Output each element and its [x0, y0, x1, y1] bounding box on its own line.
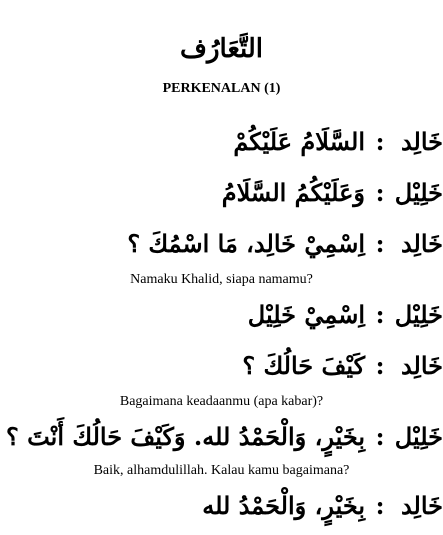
speaker-separator: : [375, 300, 385, 329]
speaker-name: خَلِيْل [394, 300, 443, 329]
speaker-name: خَالِد [400, 491, 443, 520]
speaker-separator: : [375, 351, 385, 380]
page-title-arabic: التَّعَارُف [180, 34, 263, 64]
dialogue-line [127, 226, 443, 262]
dialogue-utterance: بِخَيْرٍ، وَالْحَمْدُ لله. وَكَيْفَ حَالُكَ أَنْتَ ؟ [6, 422, 365, 451]
dialogue-line [202, 488, 443, 524]
speaker-separator: : [375, 422, 385, 451]
dialogue-utterance: اِسْمِيْ خَلِيْل [247, 300, 365, 329]
translation-text: Namaku Khalid, siapa namamu? [130, 272, 313, 287]
speaker-name: خَالِد [400, 351, 443, 380]
dialogue-utterance: السَّلَامُ عَلَيْكُمْ [233, 127, 365, 156]
page-subtitle-indonesian: PERKENALAN (1) [162, 81, 281, 96]
dialogue-line [248, 297, 443, 333]
speaker-separator: : [375, 229, 385, 258]
translation-text: Baik, alhamdulillah. Kalau kamu bagaimana? [93, 463, 350, 478]
dialogue-utterance: بِخَيْرٍ، وَالْحَمْدُ لله [202, 491, 365, 520]
dialogue-utterance: وَعَلَيْكُمُ السَّلَامُ [221, 178, 365, 207]
translation-text: Bagaimana keadaanmu (apa kabar)? [119, 394, 324, 409]
speaker-separator: : [375, 491, 385, 520]
speaker-name: خَلِيْل [394, 422, 443, 451]
speaker-separator: : [375, 127, 385, 156]
speaker-separator: : [375, 178, 385, 207]
dialogue-utterance: كَيْفَ حَالُكَ ؟ [242, 351, 365, 380]
dialogue-line [233, 124, 443, 160]
dialogue-line [6, 419, 443, 455]
dialogue-line [242, 348, 443, 384]
speaker-name: خَلِيْل [394, 178, 443, 207]
speaker-name: خَالِد [400, 127, 443, 156]
speaker-name: خَالِد [400, 229, 443, 258]
dialogue-line [222, 175, 443, 211]
dialogue-utterance: اِسْمِيْ خَالِد، مَا اسْمُكَ ؟ [127, 229, 365, 258]
